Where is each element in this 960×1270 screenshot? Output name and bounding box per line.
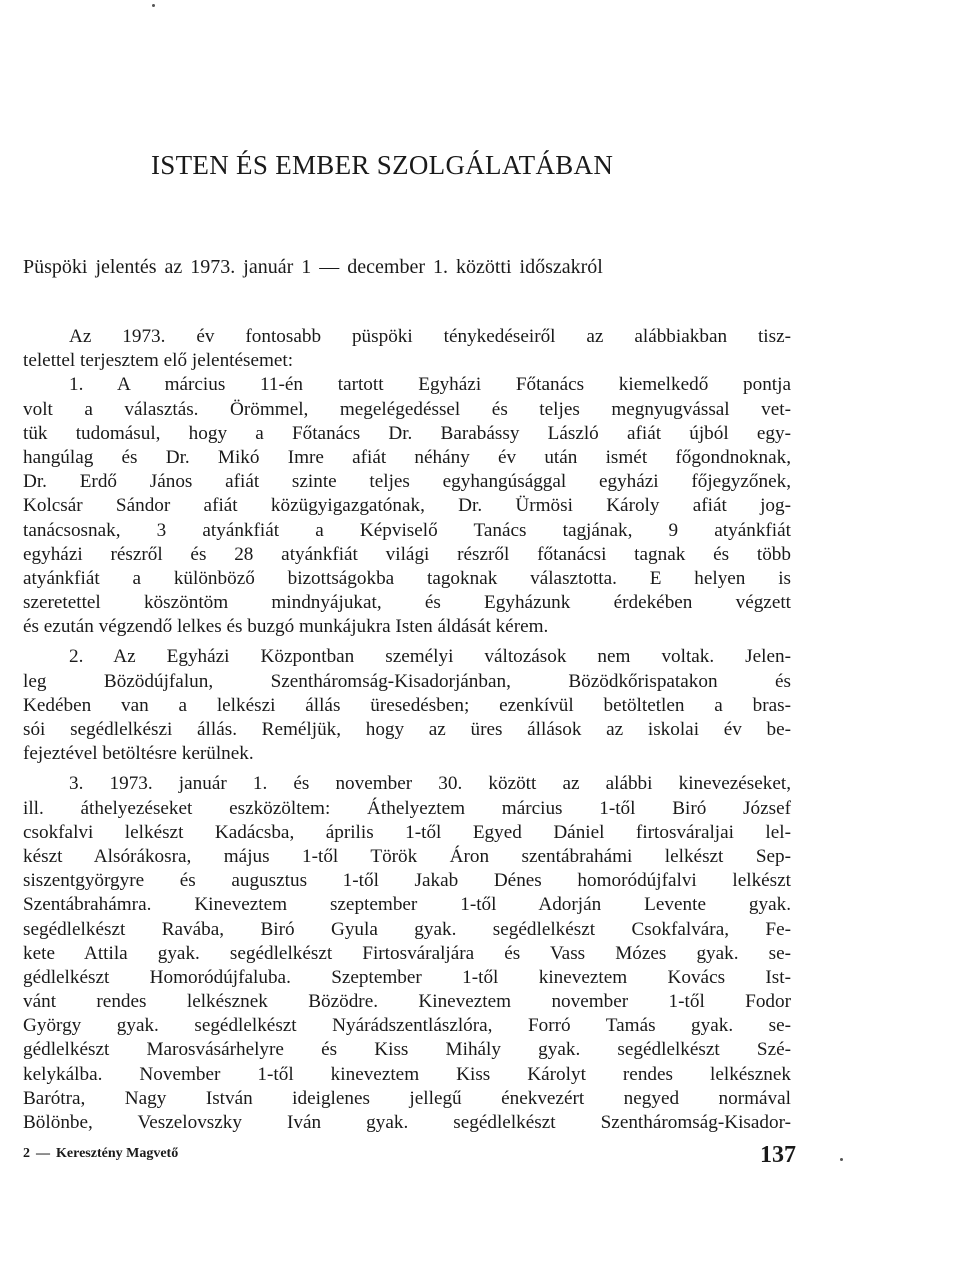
journal-name: Keresztény Magvető xyxy=(56,1146,179,1161)
text-line: Barótra, Nagy István ideiglenes jellegű énekvezért negyed normával xyxy=(23,1087,791,1109)
report-body xyxy=(23,325,791,1135)
document-title: ISTEN ÉS EMBER SZOLGÁLATÁBAN xyxy=(151,150,614,180)
text-line: Kolcsár Sándor afiát közügyigazgatónak, Dr. Ürmösi Károly afiát jog- xyxy=(23,495,791,517)
text-line: készt Alsórákosra, május 1-től Török Áron szentábrahámi lelkészt Sep- xyxy=(23,845,791,867)
text-line: 1. A március 11-én tartott Egyházi Főtanács kiemelkedő pontja xyxy=(69,374,791,396)
text-line: volt a választás. Örömmel, megelégedéssel és teljes megnyugvással vet- xyxy=(23,398,791,420)
text-line: György gyak. segédlelkészt Nyárádszentlászlóra, Forró Tamás gyak. se- xyxy=(23,1015,791,1037)
text-line: és ezután végzendő lelkes és buzgó munkájukra Isten áldását kérem. xyxy=(23,616,549,638)
text-line: kelykálba. November 1-től kineveztem Kiss Károlyt rendes lelkésznek xyxy=(23,1063,791,1085)
scan-speck xyxy=(152,4,155,7)
text-line: telettel terjesztem elő jelentésemet: xyxy=(23,350,294,372)
text-line: csokfalvi lelkészt Kadácsba, április 1-től Egyed Dániel firtosváraljai lel- xyxy=(23,821,791,843)
text-line: Szentábrahámra. Kineveztem szeptember 1-től Adorján Levente gyak. xyxy=(23,894,791,916)
sheet-number: 2 xyxy=(23,1146,30,1161)
text-line: segédlelkészt Ravába, Biró Gyula gyak. segédlelkészt Csokfalvára, Fe- xyxy=(23,918,791,940)
text-line: 3. 1973. január 1. és november 30. között az alábbi kinevezéseket, xyxy=(69,773,791,795)
text-line: gédlelkészt Marosvásárhelyre és Kiss Mihály gyak. segédlelkészt Szé- xyxy=(23,1039,791,1061)
text-line: Az 1973. év fontosabb püspöki ténykedéseiről az alábbiakban tisz- xyxy=(69,326,791,347)
text-line: tük tudomásul, hogy a Főtanács Dr. Barabássy László afiát újból egy- xyxy=(23,422,791,444)
text-line: Kedében van a lelkészi állás üresedésben; ezenkívül betöltetlen a bras- xyxy=(23,694,791,716)
text-line: Bölönbe, Veszelovszky Iván gyak. segédlelkészt Szentháromság-Kisador- xyxy=(23,1112,791,1133)
text-line: egyházi részről és 28 atyánkfiát világi részről főtanácsi tagnak és több xyxy=(23,543,791,565)
text-line: 2. Az Egyházi Központban személyi változások nem voltak. Jelen- xyxy=(69,646,791,668)
text-line: leg Bözödújfalun, Szentháromság-Kisadorjánban, Bözödkőrispatakon és xyxy=(23,670,791,692)
text-line: hangúlag és Dr. Mikó Imre afiát néhány év után ismét főgondnoknak, xyxy=(23,446,791,468)
text-line: szeretettel köszöntöm mindnyájukat, és Egyházunk érdekében végzett xyxy=(23,592,791,614)
footer-dash: — xyxy=(36,1146,50,1161)
text-line: atyánkfiát a különböző bizottságokba tagoknak választotta. E helyen is xyxy=(23,567,791,589)
text-line: vánt rendes lelkésznek Bözödre. Kineveztem november 1-től Fodor xyxy=(23,991,791,1013)
text-line: gédlelkészt Homoródújfaluba. Szeptember 1-től kineveztem Kovács Ist- xyxy=(23,966,791,988)
text-line: sói segédlelkészi állás. Reméljük, hogy az üres állások az iskolai év be- xyxy=(23,719,791,740)
document-subtitle: Püspöki jelentés az 1973. január 1 — december 1. közötti időszakról xyxy=(23,256,603,278)
text-line: ill. áthelyezéseket eszközöltem: Áthelyeztem március 1-től Biró József xyxy=(23,797,791,819)
text-line: siszentgyörgyre és augusztus 1-től Jakab Dénes homoródújfalvi lelkészt xyxy=(23,870,791,892)
scan-speck xyxy=(840,1158,843,1161)
page-footer xyxy=(23,1146,178,1162)
page-number: 137 xyxy=(760,1142,796,1168)
text-line: kete Attila gyak. segédlelkészt Firtosváraljára és Vass Mózes gyak. se- xyxy=(23,942,791,964)
text-line: fejeztével betöltésre kerülnek. xyxy=(23,743,254,765)
text-line: Dr. Erdő János afiát szinte teljes egyhangúsággal egyházi főjegyzőnek, xyxy=(23,471,791,493)
text-line: tanácsosnak, 3 atyánkfiát a Képviselő Tanács tagjának, 9 atyánkfiát xyxy=(23,519,791,541)
